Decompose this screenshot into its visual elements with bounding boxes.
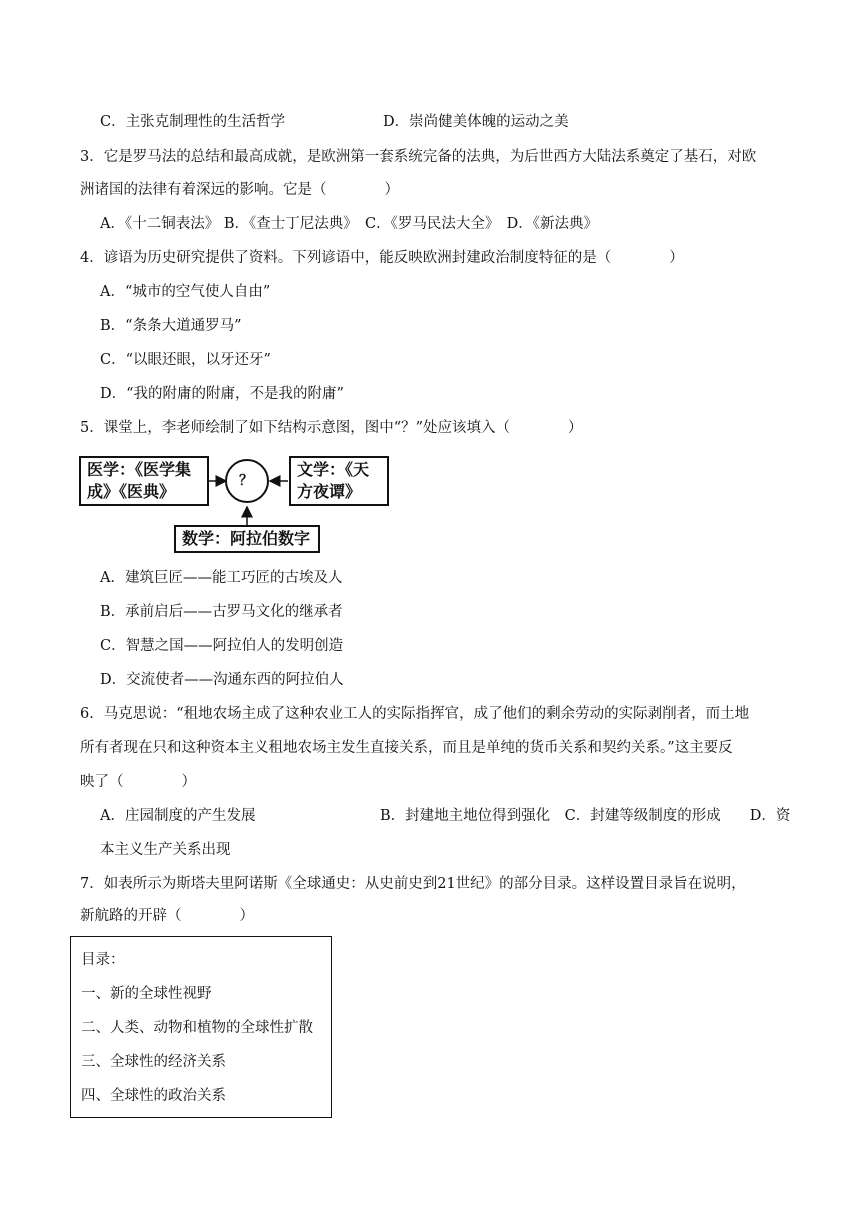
- table-of-contents-box: [70, 936, 332, 1118]
- q6-options-bcd: B．封建地主地位得到强化 C．封建等级制度的形成 D．资: [380, 808, 791, 824]
- toc-item-1: 一、新的全球性视野: [81, 986, 212, 1002]
- q4-option-c: C．“以眼还眼，以牙还牙”: [100, 352, 271, 368]
- q5-option-d: D．交流使者——沟通东西的阿拉伯人: [100, 672, 344, 688]
- q4-option-a: A．“城市的空气使人自由”: [100, 284, 271, 300]
- toc-title: 目录：: [81, 952, 125, 968]
- center-question-mark: ？: [239, 473, 253, 489]
- q3-stem-line1: 3．它是罗马法的总结和最高成就，是欧洲第一套系统完备的法典，为后世西方大陆法系奠定了基石，对欧: [80, 149, 757, 165]
- box-math-label: 数学：阿拉伯数字: [182, 529, 311, 548]
- q6-option-a: A．庄园制度的产生发展: [100, 808, 256, 824]
- box-literature-line1: 文学：《天: [297, 460, 370, 479]
- q5-option-a: A．建筑巨匠——能工巧匠的古埃及人: [100, 570, 343, 586]
- q7-stem-line1: 7．如表所示为斯塔夫里阿诺斯《全球通史：从史前史到21世纪》的部分目录。这样设置目录旨在说明，: [80, 876, 746, 892]
- q5-option-b: B．承前启后——古罗马文化的继承者: [100, 604, 343, 620]
- q5-option-c: C．智慧之国——阿拉伯人的发明创造: [100, 638, 344, 654]
- q6-stem-line3: 映了（ ）: [80, 774, 196, 790]
- q4-option-d: D．“我的附庸的附庸，不是我的附庸”: [100, 386, 344, 402]
- box-math: [174, 525, 320, 553]
- q4-option-b: B．“条条大道通罗马”: [100, 318, 242, 334]
- q2-option-c: C．主张克制理性的生活哲学: [100, 114, 286, 130]
- q7-stem-line2: 新航路的开辟（ ）: [80, 908, 254, 924]
- box-medicine-line2: 成》《医典》: [87, 482, 176, 501]
- box-medicine-line1: 医学：《医学集: [87, 460, 192, 479]
- box-literature-line2: 方夜谭》: [297, 482, 362, 501]
- q2-option-d: D．崇尚健美体魄的运动之美: [383, 114, 569, 130]
- toc-item-4: 四、全球性的政治关系: [81, 1088, 226, 1104]
- q4-stem: 4．谚语为历史研究提供了资料。下列谚语中，能反映欧洲封建政治制度特征的是（ ）: [80, 250, 684, 266]
- q3-options: A．《十二铜表法》 B．《查士丁尼法典》 C．《罗马民法大全》 D．《新法典》: [100, 216, 598, 232]
- q5-stem: 5．课堂上，李老师绘制了如下结构示意图，图中“？”处应该填入（ ）: [80, 420, 583, 436]
- box-medicine: [79, 456, 209, 506]
- toc-item-3: 三、全球性的经济关系: [81, 1054, 226, 1070]
- q6-stem-line2: 所有者现在只和这种资本主义租地农场主发生直接关系，而且是单纯的货币关系和契约关系。”这主要反: [80, 740, 733, 756]
- toc-item-2: 二、人类、动物和植物的全球性扩散: [81, 1020, 313, 1036]
- q6-option-d-continued: 本主义生产关系出现: [100, 842, 231, 858]
- q3-stem-line2: 洲诸国的法律有着深远的影响。它是（ ）: [80, 182, 399, 198]
- q6-stem-line1: 6．马克思说：“租地农场主成了这种农业工人的实际指挥官，成了他们的剩余劳动的实际剥削者，而土地: [80, 706, 750, 722]
- box-literature: [289, 456, 389, 506]
